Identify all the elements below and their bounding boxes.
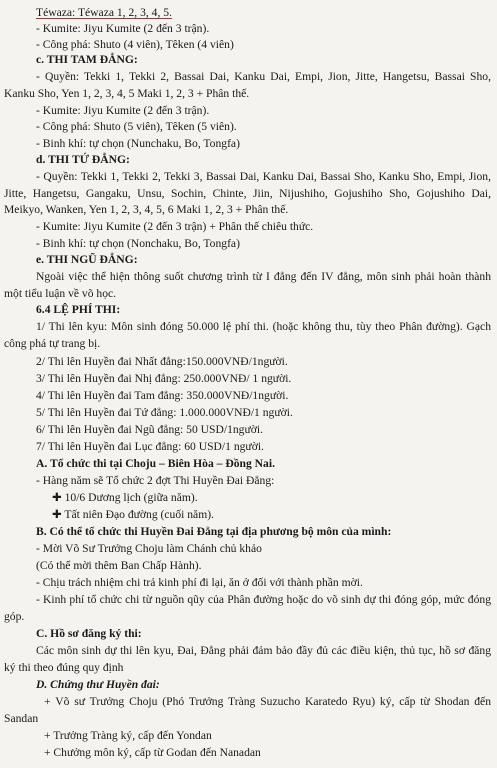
heading-section-c: C. Hồ sơ đăng ký thi: xyxy=(36,627,142,640)
section-b-line: - Chịu trách nhiệm chi trả kinh phí đi lại, ăn ở đối với thành phần mời. xyxy=(36,576,363,589)
fee-item: 7/ Thi lên Huyền đai Lục đẳng: 60 USD/1 người. xyxy=(36,440,264,453)
fee-item: 5/ Thi lên Huyền đai Tứ đẳng: 1.000.000VNĐ/1 người. xyxy=(36,406,293,419)
heading-section-d: D. Chứng thư Huyền đai: xyxy=(36,678,160,691)
quyen-line-cont: Jitte, Hangetsu, Gangaku, Unsu, Sochin, Chinte, Jiin, Nijushiho, Gojushiho Sho, Gojushiho Dai, xyxy=(4,187,491,200)
ngu-dang-text: Ngoài việc thể hiện thông suốt chương trình từ I đẳng đến IV đẳng, môn sinh phải hoàn thành xyxy=(36,270,491,283)
heading-tam-dang: c. THI TAM ĐẲNG: xyxy=(36,53,138,66)
fee-item: 1/ Thi lên kyu: Môn sinh đóng 50.000 lệ phí thi. (hoặc không thu, tùy theo Phân đường). Gạch xyxy=(36,320,491,333)
quyen-line: - Quyền: Tekki 1, Tekki 2, Bassai Dai, Kanku Dai, Empi, Jion, Jitte, Hangetsu, Bassai Sho, xyxy=(36,70,491,83)
heading-ngu-dang: e. THI NGŨ ĐẲNG: xyxy=(36,253,138,266)
fee-item: 6/ Thi lên Huyền đai Ngũ đẳng: 50 USD/1người. xyxy=(36,423,263,436)
quyen-line: - Quyền: Tekki 1, Tekki 2, Tekki 3, Bassai Dai, Kanku Dai, Bassai Sho, Kanku Sho, Empi, Jion, xyxy=(36,170,491,183)
section-b-line-cont: góp. xyxy=(4,610,25,623)
certificate-line: + Trưởng Tràng ký, cấp đến Yondan xyxy=(44,729,212,742)
quyen-line-cont: Kanku Sho, Yen 1, 2, 3, 4, 5 Maki 1, 2, 3 + Phân thế. xyxy=(4,87,250,100)
schedule-intro: - Hàng năm sẽ Tổ chức 2 đợt Thi Huyền Đai Đẳng: xyxy=(36,474,275,487)
certificate-line-cont: Sandan xyxy=(4,712,39,725)
cong-pha-line: - Công phá: Shuto (4 viên), Têken (4 viên) xyxy=(36,38,234,51)
kumite-line: - Kumite: Jiyu Kumite (2 đến 3 trận) + Phân thế chiêu thức. xyxy=(36,220,314,233)
fee-item: 4/ Thi lên Huyền đai Tam đẳng: 350.000VNĐ/1người. xyxy=(36,389,289,402)
schedule-item: ✚ 10/6 Dương lịch (giữa năm). xyxy=(52,491,198,504)
fee-item: 3/ Thi lên Huyền đai Nhị đẳng: 250.000VNĐ/ 1 người. xyxy=(36,372,292,385)
binh-khi-line: - Binh khí: tự chọn (Nunchaku, Bo, Tongfa) xyxy=(36,137,240,150)
heading-tu-dang: d. THI TỨ ĐẲNG: xyxy=(36,153,130,166)
heading-section-a: A. Tổ chức thi tại Choju – Biên Hòa – Đồng Nai. xyxy=(36,457,275,470)
ngu-dang-text-cont: một tiểu luận về võ học. xyxy=(4,287,117,300)
fee-item-cont: công phá tự trang bị. xyxy=(4,337,101,350)
section-b-line: - Mời Võ Sư Trưởng Choju làm Chánh chủ khảo xyxy=(36,542,262,555)
cong-pha-line: - Công phá: Shuto (5 viên), Têken (5 viên). xyxy=(36,120,237,133)
certificate-line: + Võ sư Trưởng Choju (Phó Trưởng Tràng Suzucho Karatedo Ryu) ký, cấp từ Shodan đến xyxy=(44,695,491,708)
kumite-line: - Kumite: Jiyu Kumite (2 đến 3 trận). xyxy=(36,104,210,117)
heading-le-phi-thi: 6.4 LỆ PHÍ THI: xyxy=(36,303,121,316)
section-b-line: (Có thể mời thêm Ban Chấp Hành). xyxy=(36,559,202,572)
binh-khi-line: - Binh khí: tự chọn (Nonchaku, Bo, Tongfa) xyxy=(36,237,240,250)
certificate-line: + Chưởng môn ký, cấp từ Godan đến Nanadan xyxy=(44,746,261,759)
section-b-line: - Kinh phí tổ chức chi từ nguồn qũy của Phân đường hoặc do võ sinh dự thi đóng góp, mức đóng xyxy=(36,593,491,606)
section-c-text-cont: ký thi theo đúng quy định xyxy=(4,661,124,674)
tewaza-line: Téwaza: Téwaza 1, 2, 3, 4, 5. xyxy=(36,6,172,19)
kumite-line: - Kumite: Jiyu Kumite (2 đến 3 trận). xyxy=(36,22,210,35)
quyen-line-cont: Meikyo, Wanken, Yen 1, 2, 3, 4, 5, 6 Maki 1, 2, 3 + Phân thế. xyxy=(4,203,289,216)
heading-section-b: B. Có thể tổ chức thi Huyền Đai Đẳng tại địa phương bộ môn của mình: xyxy=(36,525,392,538)
section-c-text: Các môn sinh dự thi lên kyu, Đai, Đẳng phải đảm bảo đầy đủ các điều kiện, thủ tục, hồ sơ đăng xyxy=(36,644,491,657)
fee-item: 2/ Thi lên Huyền đai Nhất đẳng:150.000VNĐ/1người. xyxy=(36,355,288,368)
schedule-item: ✚ Tất niên Đạo đường (cuối năm). xyxy=(52,508,214,521)
